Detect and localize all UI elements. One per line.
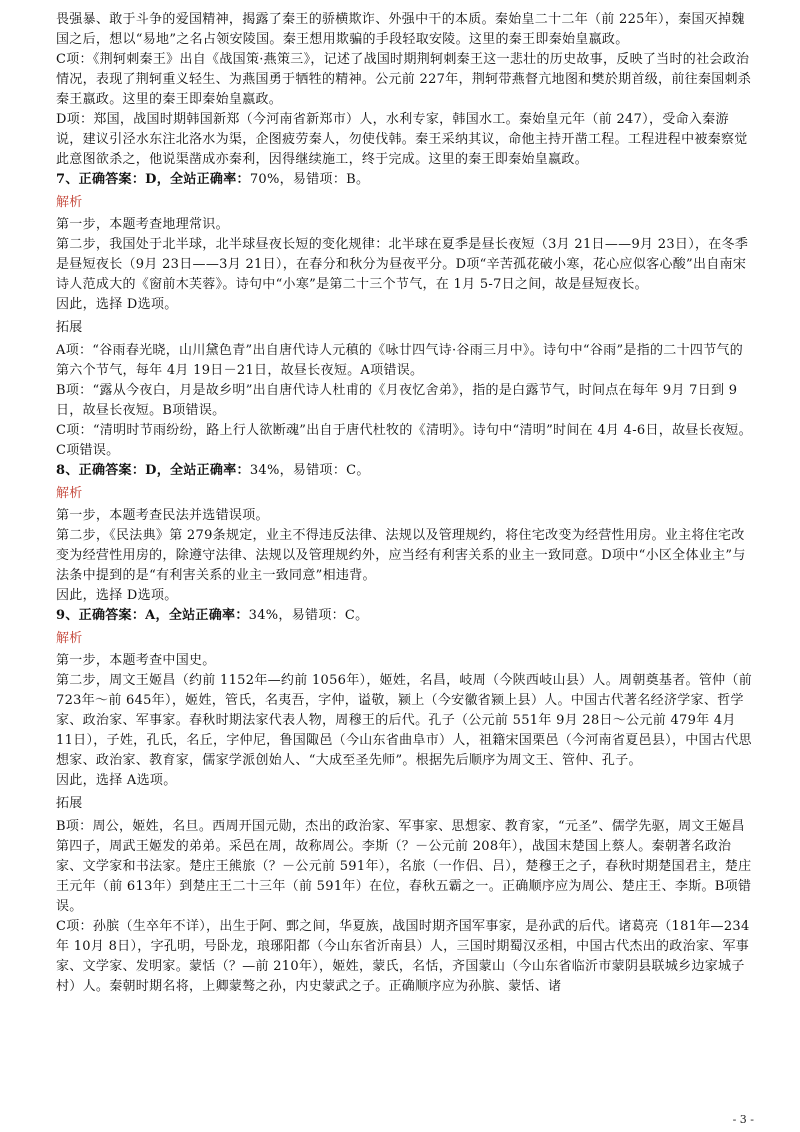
paragraph: 第二步，周文王姬昌（约前 1152年—约前 1056年），姬姓，名昌，岐周（今陕西岐山县）人。周朝奠基者。管仲（前 723年～前 645年），姬姓，管氏，名夷吾，字仲，谥敬，颍上（今安徽省颍上县）人。中国古代著名经济学家、哲学家、政治家、军事家。春秋时期法家代表人物，周穆王的后代。孔子（公元前 551年 9月 28日～公元前 479年 4月 11日），子姓，孔氏，名丘，字仲尼，鲁国陬邑（今山东省曲阜市）人，祖籍宋国栗邑（今河南省夏邑县），中国古代思想家、政治家、教育家，儒家学派创始人、“大成至圣先师”。根据先后顺序为周文王、管仲、孔子。 [56,673,753,768]
answer-stats: 34%，易错项：C。 [248,608,369,623]
answer-label: 7、正确答案：D，全站正确率： [56,172,250,187]
paragraph: B项：“露从今夜白，月是故乡明”出自唐代诗人杜甫的《月夜忆舍弟》，指的是白露节气，时间点在每年 9月 7日到 9日，故昼长夜短。B项错误。 [56,383,738,418]
answer-stats: 70%，易错项：B。 [249,172,370,187]
answer-label: 9、正确答案：A，全站正确率： [56,608,249,623]
paragraph: 因此，选择 D选项。 [56,588,178,603]
answer-line [56,170,754,190]
paragraph: 畏强暴、敢于斗争的爱国精神，揭露了秦王的骄横欺诈、外强中干的本质。秦始皇二十二年（前 225年），秦国灭掉魏国之后，想以“易地”之名占领安陵国。秦王想用欺骗的手段轻取安陵。这里的秦王即秦始皇嬴政。 [56,12,745,47]
document-body [56,10,754,997]
answer-stats: 34%，易错项：C。 [249,463,370,478]
paragraph: 拓展 [56,796,83,811]
answer-label: 8、正确答案：D，全站正确率： [56,463,250,478]
paragraph: 第一步，本题考查中国史。 [56,653,216,668]
analysis-heading: 解析 [56,631,83,646]
paragraph: C项：《荆轲刺秦王》出自《战国策·燕策三》，记述了战国时期荆轲刺秦王这一悲壮的历史故事，反映了当时的社会政治情况，表现了荆轲重义轻生、为燕国勇于牺牲的精神。公元前 227年，荆轲带燕督亢地图和樊於期首级，前往秦国刺杀秦王嬴政。这里的秦王即秦始皇嬴政。 [56,52,752,107]
paragraph: 第一步，本题考查地理常识。 [56,217,229,232]
paragraph: 第二步，我国处于北半球，北半球昼夜长短的变化规律：北半球在夏季是昼长夜短（3月 21日——9月 23日），在冬季是昼短夜长（9月 23日——3月 21日），在春分和秋分为昼夜平分。D项“辛苦孤花破小寒，花心应似客心酸”出自南宋诗人范成大的《窗前木芙蓉》。诗句中“小寒”是第二十三个节气，在 1月 5-7日之间，故是昼短夜长。 [56,237,749,292]
analysis-heading: 解析 [56,486,83,501]
paragraph: B项：周公，姬姓，名旦。西周开国元勋，杰出的政治家、军事家、思想家、教育家，“元圣”、儒学先驱，周文王姬昌第四子，周武王姬发的弟弟。采邑在周，故称周公。李斯（？－公元前 208年），战国末楚国上蔡人。秦朝著名政治家、文学家和书法家。楚庄王熊旅（？－公元前 591年），名旅（一作侣、吕），楚穆王之子，春秋时期楚国君主，楚庄王元年（前 613年）到楚庄王二十三年（前 591年）在位，春秋五霸之一。正确顺序应为周公、楚庄王、李斯。B项错误。 [56,819,752,914]
paragraph: C项：“清明时节雨纷纷，路上行人欲断魂”出自于唐代杜牧的《清明》。诗句中“清明”时间在 4月 4-6日，故昼长夜短。C项错误。 [56,423,752,458]
analysis-heading: 解析 [56,195,83,210]
paragraph: A项：“谷雨春光晓，山川黛色青”出自唐代诗人元稹的《咏廿四气诗·谷雨三月中》。诗句中“谷雨”是指的二十四节气的第六个节气，每年 4月 19日－21日，故昼长夜短。A项错误。 [56,343,744,378]
answer-line [56,461,754,481]
page-number: - 3 - [732,1113,754,1126]
paragraph: 因此，选择 D选项。 [56,297,178,312]
paragraph: 第一步，本题考查民法并选错误项。 [56,508,269,523]
answer-line [56,606,754,626]
paragraph: 第二步，《民法典》第 279条规定，业主不得违反法律、法规以及管理规约，将住宅改变为经营性用房。业主将住宅改变为经营性用房的，除遵守法律、法规以及管理规约外，应当经有利害关系的业主一致同意。D项中“小区全体业主”与法条中提到的是“有利害关系的业主一致同意”相违背。 [56,528,746,583]
paragraph: 拓展 [56,320,83,335]
paragraph: D项：郑国，战国时期韩国新郑（今河南省新郑市）人，水利专家，韩国水工。秦始皇元年（前 247），受命入秦游说，建议引泾水东注北洛水为渠，企图疲劳秦人，勿使伐韩。秦王采纳其议，命他主持开凿工程。工程进程中被秦察觉此意图欲杀之，他说渠凿成亦秦利，因得继续施工，终于完成。这里的秦王即秦始皇嬴政。 [56,112,748,167]
paragraph: 因此，选择 A选项。 [56,773,177,788]
paragraph: C项：孙膑（生卒年不详），出生于阿、鄄之间，华夏族，战国时期齐国军事家，是孙武的后代。诸葛亮（181年—234年 10月 8日），字孔明，号卧龙，琅琊阳都（今山东省沂南县）人，三国时期蜀汉丞相，中国古代杰出的政治家、军事家、文学家、发明家。蒙恬（？—前 210年），姬姓，蒙氏，名恬，齐国蒙山（今山东省临沂市蒙阴县联城乡边家城子村）人。秦朝时期名将，上卿蒙骜之孙，内史蒙武之子。正确顺序应为孙膑、蒙恬、诸 [56,919,750,994]
